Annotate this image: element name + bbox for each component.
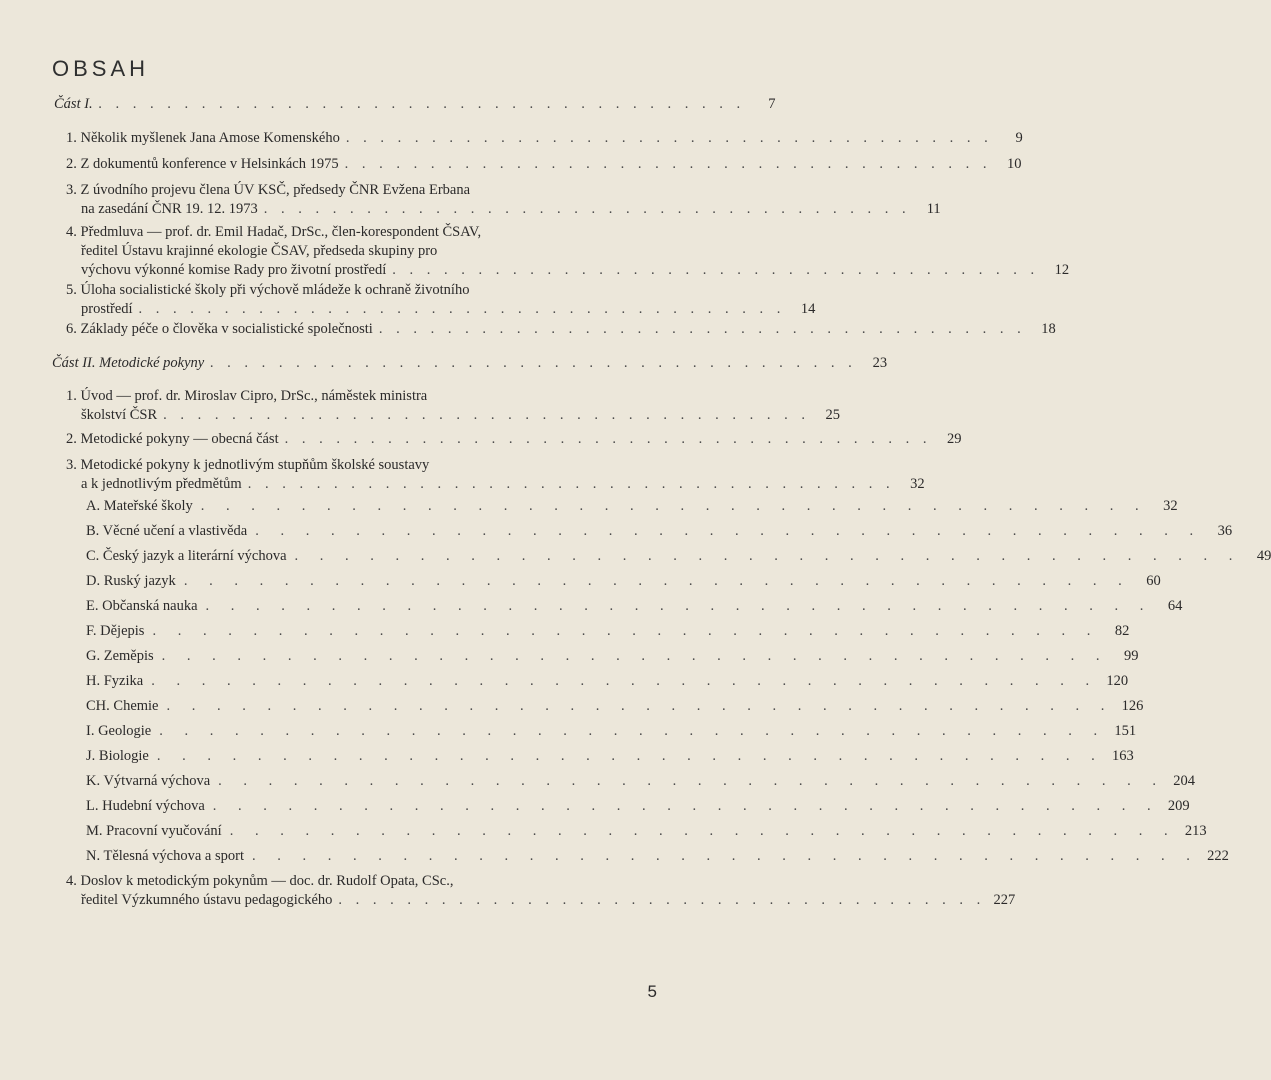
toc-entry <box>66 455 925 493</box>
entry-text-line: Část II. Metodické pokyny <box>52 355 205 371</box>
subject-label: H. Fyzika <box>86 673 144 689</box>
toc-entry <box>66 280 816 318</box>
entry-text-line: prostředí <box>81 301 133 317</box>
entry-page-number: 18 <box>1041 321 1056 337</box>
dot-leader: . . . . . . . . . . . . . . . . . . . . . . . . . . . . . . . . . . . . . . <box>205 598 1153 614</box>
dot-leader: . . . . . . . . . . . . . . . . . . . . . . . . . . . . . . . . . . . . . . <box>151 673 1099 689</box>
dot-leader: . . . . . . . . . . . . . . . . . . . . . . . . . . . . . . . . . . . . . . <box>284 431 932 447</box>
subject-label: B. Věcné učení a vlastivěda <box>86 523 248 539</box>
entry-page-number: 32 <box>910 476 925 492</box>
subject-entry <box>86 621 1130 640</box>
dot-leader: . . . . . . . . . . . . . . . . . . . . . . . . . . . . . . . . . . . . . . <box>161 648 1109 664</box>
entry-text-line: 4. Doslov k metodickým pokynům — doc. dr. Rudolf Opata, CSc., <box>66 873 454 889</box>
subject-entry <box>86 771 1196 790</box>
subject-page-number: 204 <box>1173 773 1196 789</box>
subject-label: M. Pracovní vyučování <box>86 823 222 839</box>
subject-entry <box>86 496 1178 515</box>
subject-label: J. Biologie <box>86 748 149 764</box>
entry-page-number: 29 <box>946 431 962 447</box>
dot-leader: . . . . . . . . . . . . . . . . . . . . . . . . . . . . . . . . . . . . . . <box>210 355 858 371</box>
dot-leader: . . . . . . . . . . . . . . . . . . . . . . . . . . . . . . . . . . . . . . <box>229 823 1177 839</box>
dot-leader: . . . . . . . . . . . . . . . . . . . . . . . . . . . . . . . . . . . . . . <box>247 476 895 492</box>
subject-entry <box>86 596 1183 615</box>
entry-page-number: 12 <box>1054 262 1070 278</box>
entry-page-number: 7 <box>768 96 776 112</box>
dot-leader: . . . . . . . . . . . . . . . . . . . . . . . . . . . . . . . . . . . . . . <box>378 321 1026 337</box>
subject-label: A. Mateřské školy <box>86 498 193 514</box>
entry-text-line: 5. Úloha socialistické školy při výchově mládeže k ochraně životního <box>66 282 470 298</box>
subject-label: E. Občanská nauka <box>86 598 198 614</box>
subject-page-number: 151 <box>1114 723 1137 739</box>
dot-leader: . . . . . . . . . . . . . . . . . . . . . . . . . . . . . . . . . . . . . . <box>156 748 1104 764</box>
entry-page-number: 23 <box>872 355 888 371</box>
dot-leader: . . . . . . . . . . . . . . . . . . . . . . . . . . . . . . . . . . . . . . <box>183 573 1131 589</box>
subject-label: I. Geologie <box>86 723 152 739</box>
subject-page-number: 49 <box>1256 548 1271 564</box>
dot-leader: . . . . . . . . . . . . . . . . . . . . . . . . . . . . . . . . . . . . . . <box>251 848 1199 864</box>
subject-page-number: 163 <box>1111 748 1134 764</box>
entry-text-line: školství ČSR <box>81 407 158 423</box>
dot-leader: . . . . . . . . . . . . . . . . . . . . . . . . . . . . . . . . . . . . . . <box>255 523 1203 539</box>
toc-entry-final <box>66 871 1016 909</box>
dot-leader: . . . . . . . . . . . . . . . . . . . . . . . . . . . . . . . . . . . . . . <box>344 156 992 172</box>
subject-page-number: 36 <box>1217 523 1233 539</box>
dot-leader: . . . . . . . . . . . . . . . . . . . . . . . . . . . . . . . . . . . . . . <box>392 262 1040 278</box>
subject-entry <box>86 821 1207 840</box>
subject-entry <box>86 846 1229 865</box>
subject-label: N. Tělesná výchova a sport <box>86 848 244 864</box>
subject-page-number: 32 <box>1163 498 1178 514</box>
dot-leader: . . . . . . . . . . . . . . . . . . . . . . . . . . . . . . . . . . . . . . <box>159 723 1107 739</box>
toc-entry <box>66 180 941 218</box>
subject-page-number: 120 <box>1106 673 1129 689</box>
dot-leader: . . . . . . . . . . . . . . . . . . . . . . . . . . . . . . . . . . . . . . <box>152 623 1100 639</box>
subject-entry <box>86 521 1233 540</box>
subject-label: L. Hudební výchova <box>86 798 205 814</box>
dot-leader: . . . . . . . . . . . . . . . . . . . . . . . . . . . . . . . . . . . . . . <box>200 498 1148 514</box>
toc-entry <box>66 154 1022 173</box>
entry-page-number: 227 <box>993 892 1016 908</box>
subject-entry <box>86 671 1129 690</box>
dot-leader: . . . . . . . . . . . . . . . . . . . . . . . . . . . . . . . . . . . . . . <box>345 130 993 146</box>
subject-label: G. Zeměpis <box>86 648 154 664</box>
dot-leader: . . . . . . . . . . . . . . . . . . . . . . . . . . . . . . . . . . . . . . <box>163 407 811 423</box>
entry-page-number: 11 <box>926 201 941 217</box>
entry-text-line: 3. Metodické pokyny k jednotlivým stupňům školské soustavy <box>66 457 430 473</box>
subject-label: CH. Chemie <box>86 698 159 714</box>
subject-page-number: 99 <box>1124 648 1139 664</box>
entry-text-line: 6. Základy péče o člověka v socialistické společnosti <box>66 321 373 337</box>
entry-page-number: 14 <box>800 301 816 317</box>
entry-page-number: 9 <box>1015 130 1023 146</box>
dot-leader: . . . . . . . . . . . . . . . . . . . . . . . . . . . . . . . . . . . . . . <box>263 201 911 217</box>
entry-text-line: 3. Z úvodního projevu člena ÚV KSČ, předsedy ČNR Evžena Erbana <box>66 182 471 198</box>
dot-leader: . . . . . . . . . . . . . . . . . . . . . . . . . . . . . . . . . . . . . . <box>218 773 1166 789</box>
subject-label: F. Dějepis <box>86 623 145 639</box>
subject-page-number: 213 <box>1184 823 1207 839</box>
dot-leader: . . . . . . . . . . . . . . . . . . . . . . . . . . . . . . . . . . . . . . <box>138 301 786 317</box>
subject-entry <box>86 546 1271 565</box>
entry-page-number: 10 <box>1006 156 1022 172</box>
subject-page-number: 64 <box>1167 598 1183 614</box>
entry-text-line: 4. Předmluva — prof. dr. Emil Hadač, DrSc., člen-korespondent ČSAV, <box>66 224 482 240</box>
toc-entry <box>66 319 1056 338</box>
entry-text-line: ředitel Ústavu krajinné ekologie ČSAV, předseda skupiny pro <box>81 243 438 259</box>
entry-text-line: a k jednotlivým předmětům <box>81 476 242 492</box>
subject-page-number: 126 <box>1121 698 1144 714</box>
entry-text-line: 2. Metodické pokyny — obecná část <box>66 431 279 447</box>
page-number: 5 <box>647 982 657 1001</box>
subject-page-number: 209 <box>1167 798 1190 814</box>
entry-text-line: ředitel Výzkumného ústavu pedagogického <box>81 892 333 908</box>
subject-label: K. Výtvarná výchova <box>86 773 211 789</box>
subject-label: C. Český jazyk a literární výchova <box>86 548 287 564</box>
toc-entry <box>66 128 1023 147</box>
subject-page-number: 60 <box>1146 573 1161 589</box>
subject-entry <box>86 571 1161 590</box>
dot-leader: . . . . . . . . . . . . . . . . . . . . . . . . . . . . . . . . . . . . . . <box>212 798 1160 814</box>
subject-entry <box>86 696 1144 715</box>
subject-entry <box>86 721 1137 740</box>
entry-text-line: Část I. <box>54 96 93 112</box>
toc-heading: OBSAH <box>52 56 150 81</box>
dot-leader: . . . . . . . . . . . . . . . . . . . . . . . . . . . . . . . . . . . . . . <box>166 698 1114 714</box>
subject-entry <box>86 646 1139 665</box>
entry-text-line: 2. Z dokumentů konference v Helsinkách 1975 <box>66 156 339 172</box>
subject-entry <box>86 746 1134 765</box>
dot-leader: . . . . . . . . . . . . . . . . . . . . . . . . . . . . . . . . . . . . . . <box>98 96 746 112</box>
toc-entry <box>66 386 841 424</box>
part-1-title <box>54 94 776 113</box>
dot-leader: . . . . . . . . . . . . . . . . . . . . . . . . . . . . . . . . . . . . . . <box>294 548 1242 564</box>
entry-text-line: výchovu výkonné komise Rady pro životní prostředí <box>81 262 387 278</box>
entry-text-line: na zasedání ČNR 19. 12. 1973 <box>81 201 258 217</box>
subject-entry <box>86 796 1190 815</box>
entry-text-line: 1. Několik myšlenek Jana Amose Komenského <box>66 130 340 146</box>
part-2-title <box>52 353 888 372</box>
dot-leader: . . . . . . . . . . . . . . . . . . . . . . . . . . . . . . . . . . . . . . <box>338 892 986 908</box>
subject-page-number: 82 <box>1114 623 1130 639</box>
subject-label: D. Ruský jazyk <box>86 573 176 589</box>
entry-page-number: 25 <box>825 407 841 423</box>
toc-entry <box>66 429 962 448</box>
entry-text-line: 1. Úvod — prof. dr. Miroslav Cipro, DrSc., náměstek ministra <box>66 388 428 404</box>
toc-entry <box>66 222 1070 279</box>
subject-page-number: 222 <box>1207 848 1229 864</box>
